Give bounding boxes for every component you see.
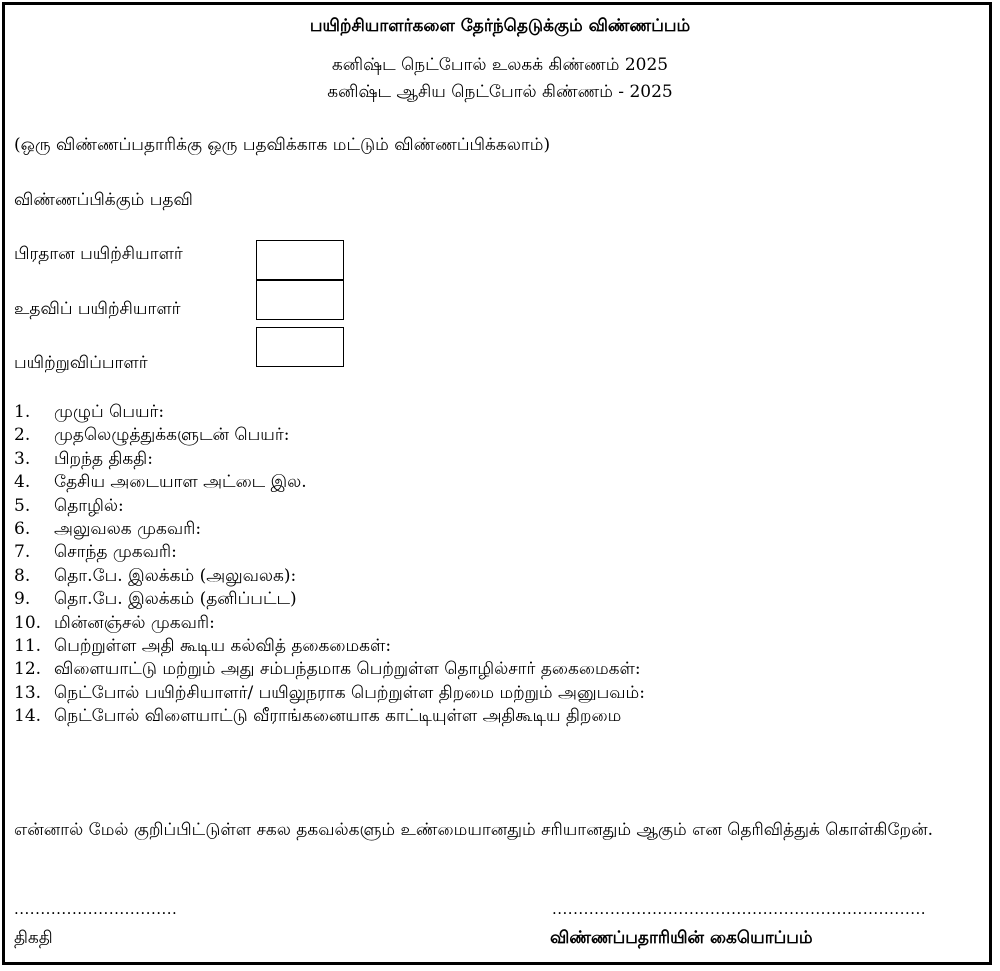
position-checkbox-assistant-coach[interactable] — [256, 280, 344, 320]
field-row-name-with-initials[interactable] — [14, 424, 984, 447]
field-row-education[interactable] — [14, 635, 984, 658]
applicant-signature-label: விண்ணப்பதாரியின் கையொப்பம் — [550, 928, 813, 948]
field-label: பிறந்த திகதி: — [54, 448, 153, 469]
position-label-head-coach: பிரதான பயிற்சியாளர் — [14, 244, 183, 264]
field-row-personal-phone[interactable] — [14, 588, 984, 611]
field-label: நெட்போல் விளையாட்டு வீராங்கனையாக காட்டியுள்ள அதிகூடிய திறமை — [54, 706, 622, 727]
field-number: 1. — [14, 402, 31, 422]
field-row-email[interactable] — [14, 612, 984, 635]
field-label: தேசிய அடையாள அட்டை இல. — [54, 472, 307, 493]
position-checkbox-head-coach[interactable] — [256, 240, 344, 280]
position-checkbox-trainer[interactable] — [256, 327, 344, 367]
applicant-fields-list — [14, 401, 984, 728]
form-subtitle-world-cup: கனிஷ்ட நெட்போல் உலகக் கிண்ணம் 2025 — [331, 55, 669, 75]
field-label: மின்னஞ்சல் முகவரி: — [54, 612, 215, 633]
field-label: தொழில்: — [54, 495, 124, 516]
declaration-text: என்னால் மேல் குறிப்பிட்டுள்ள சகல தகவல்களும் உண்மையானதும் சரியானதும் ஆகும் என தெரிவித்துக் கொள்கிறேன். — [14, 820, 934, 840]
field-label: நெட்போல் பயிற்சியாளர்/ பயிலுநராக பெற்றுள்ள திறமை மற்றும் அனுபவம்: — [54, 682, 645, 703]
position-label-assistant-coach: உதவிப் பயிற்சியாளர் — [14, 299, 181, 319]
field-number: 6. — [14, 518, 31, 539]
field-row-professional-qualifications[interactable] — [14, 658, 984, 681]
field-number: 8. — [14, 565, 31, 586]
position-heading: விண்ணப்பிக்கும் பதவி — [14, 190, 193, 210]
field-number: 4. — [14, 472, 31, 493]
date-signature-line[interactable]: ............................... — [14, 900, 178, 918]
field-label: தொ.பே. இலக்கம் (தனிப்பட்ட) — [54, 589, 297, 610]
field-row-coaching-experience[interactable] — [14, 682, 984, 705]
field-row-occupation[interactable] — [14, 495, 984, 518]
form-title: பயிற்சியாளர்களை தேர்ந்தெடுக்கும் விண்ணப்பம் — [309, 16, 691, 36]
field-number: 7. — [14, 542, 31, 563]
field-number: 3. — [14, 448, 31, 469]
field-label: பெற்றுள்ள அதி கூடிய கல்வித் தகைமைகள்: — [54, 635, 392, 656]
field-label: தொ.பே. இலக்கம் (அலுவலக): — [54, 565, 297, 586]
field-label: விளையாட்டு மற்றும் அது சம்பந்தமாக பெற்றுள்ள தொழில்சார் தகைமைகள்: — [54, 659, 641, 680]
form-subtitle-asia-cup: கனிஷ்ட ஆசிய நெட்போல் கிண்ணம் - 2025 — [327, 82, 673, 102]
field-row-nic-number[interactable] — [14, 471, 984, 494]
field-number: 10. — [14, 612, 42, 633]
application-instruction: (ஒரு விண்ணப்பதாரிக்கு ஒரு பதவிக்காக மட்டும் விண்ணப்பிக்கலாம்) — [14, 135, 551, 155]
field-label: சொந்த முகவரி: — [54, 542, 177, 563]
field-row-full-name[interactable] — [14, 401, 984, 424]
field-label: அலுவலக முகவரி: — [54, 518, 202, 539]
position-label-trainer: பயிற்றுவிப்பாளர் — [14, 353, 148, 373]
field-number: 5. — [14, 495, 31, 516]
field-row-date-of-birth[interactable] — [14, 448, 984, 471]
field-row-office-address[interactable] — [14, 518, 984, 541]
field-label: முதலெழுத்துக்களுடன் பெயர்: — [54, 425, 290, 446]
applicant-signature-line[interactable]: ....................................................................... — [552, 900, 927, 918]
field-number: 2. — [14, 425, 31, 446]
field-label: முழுப் பெயர்: — [54, 402, 165, 422]
field-number: 14. — [14, 706, 42, 727]
field-number: 11. — [14, 635, 42, 656]
date-label: திகதி — [14, 928, 53, 948]
field-number: 12. — [14, 659, 42, 680]
field-row-home-address[interactable] — [14, 541, 984, 564]
field-row-playing-achievement[interactable] — [14, 705, 984, 728]
field-number: 13. — [14, 682, 42, 703]
field-number: 9. — [14, 589, 31, 610]
field-row-office-phone[interactable] — [14, 565, 984, 588]
